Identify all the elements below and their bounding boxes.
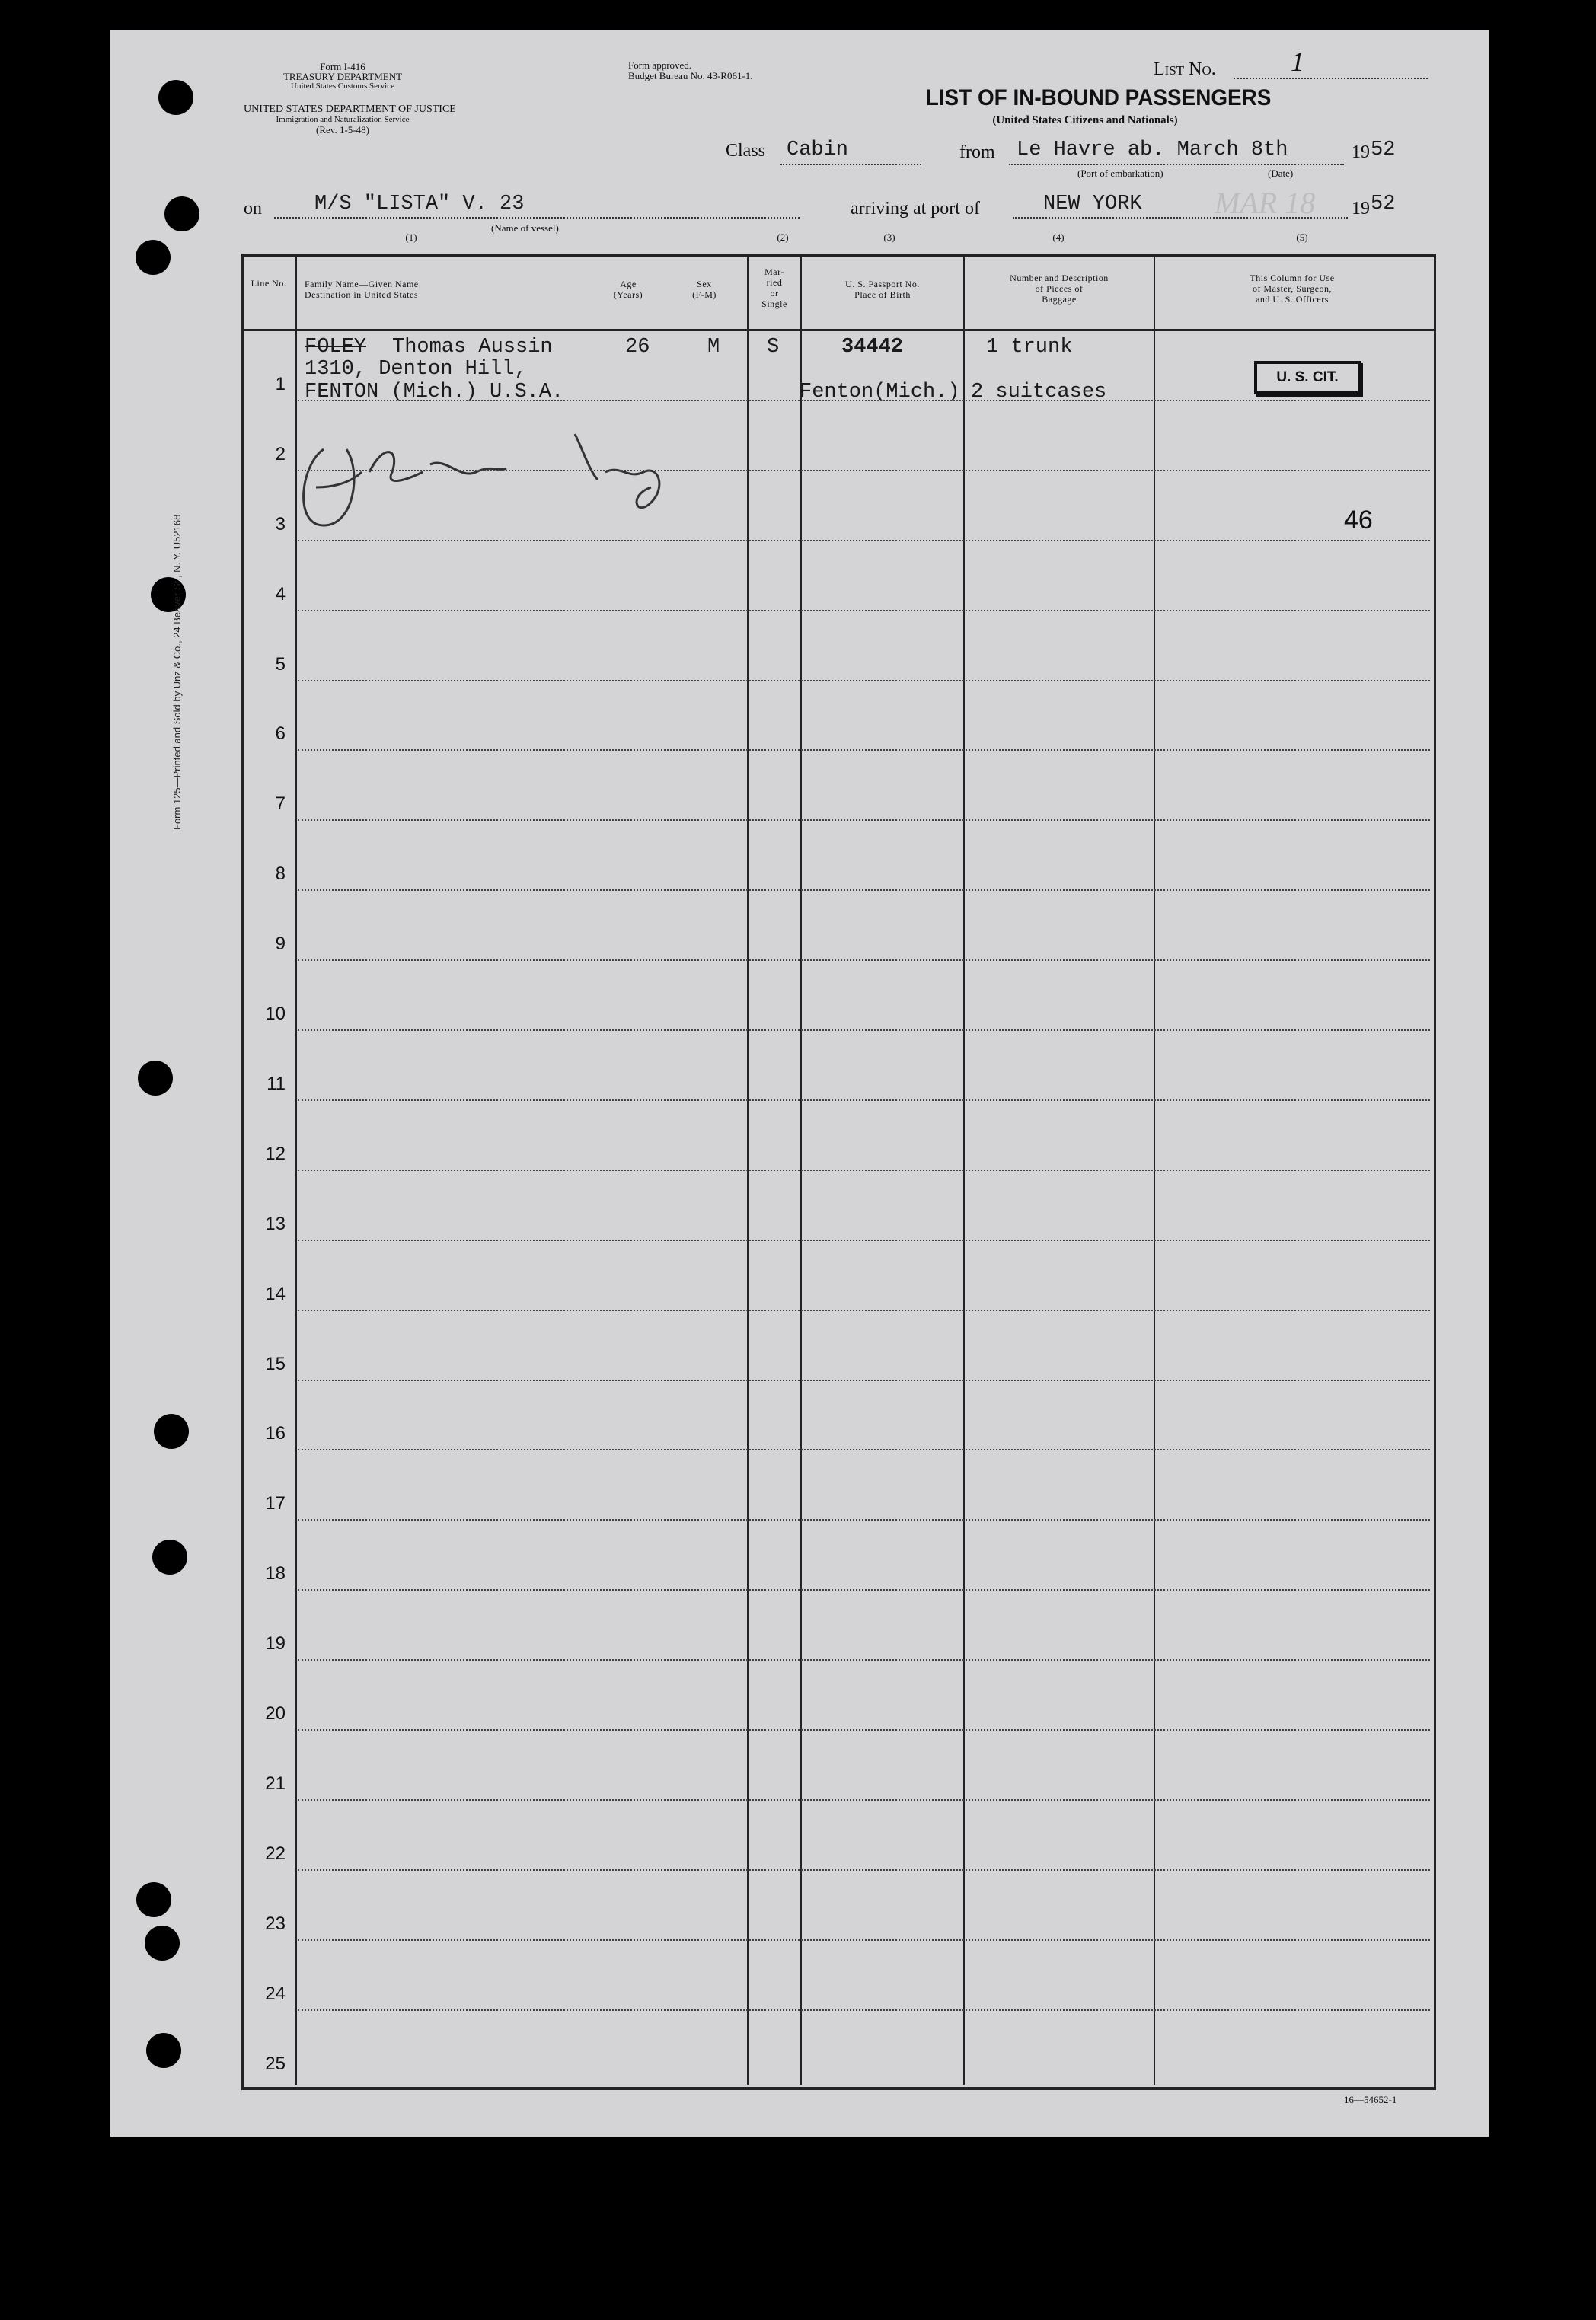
entry-given-name: Thomas Aussin — [392, 336, 553, 359]
header-age: Age (Years) — [613, 279, 643, 300]
line-number: 24 — [265, 1983, 286, 2004]
punch-hole — [136, 240, 171, 275]
row-dotted-line — [298, 2009, 1430, 2011]
entry-passport-no: 34442 — [841, 336, 904, 359]
line-number: 15 — [265, 1353, 286, 1374]
row-dotted-line — [298, 1380, 1430, 1381]
row-dotted-line — [298, 819, 1430, 821]
entry-baggage-2: 2 suitcases — [971, 381, 1107, 404]
line-number: 8 — [275, 863, 286, 885]
row-dotted-line — [298, 680, 1430, 681]
on-label: on — [244, 199, 262, 219]
from-value: Le Havre ab. March 8th — [1017, 139, 1288, 161]
year-prefix: 19 — [1352, 142, 1370, 162]
col-num-1: (1) — [405, 231, 417, 243]
row-dotted-line — [298, 540, 1430, 541]
vessel-caption: (Name of vessel) — [491, 222, 559, 234]
line-number: 25 — [265, 2053, 286, 2074]
punch-hole — [146, 2033, 181, 2068]
header-baggage: Number and Description of Pieces of Baggage — [1010, 273, 1109, 305]
row-dotted-line — [298, 959, 1430, 961]
line-number: 12 — [265, 1143, 286, 1164]
entry-married: S — [767, 336, 780, 359]
entry-address: 1310, Denton Hill, — [305, 358, 527, 381]
line-number: 23 — [265, 1913, 286, 1934]
class-value: Cabin — [787, 139, 849, 161]
punch-hole — [158, 80, 193, 115]
header-name: Family Name—Given Name Destination in United States — [305, 279, 419, 300]
row-dotted-line — [298, 1170, 1430, 1171]
header-passport: U. S. Passport No. Place of Birth — [845, 279, 920, 300]
line-number: 2 — [275, 443, 286, 464]
line-number: 13 — [265, 1213, 286, 1234]
customs-label: United States Customs Service — [291, 81, 394, 91]
row-dotted-line — [298, 1519, 1430, 1521]
port-value: NEW YORK — [1043, 193, 1142, 215]
line-number: 4 — [275, 583, 286, 605]
line-number: 17 — [265, 1493, 286, 1514]
line-number: 6 — [275, 723, 286, 745]
row-dotted-line — [298, 1099, 1430, 1101]
list-no-value: 1 — [1291, 46, 1304, 77]
entry-baggage-1: 1 trunk — [986, 336, 1073, 359]
line-number: 14 — [265, 1283, 286, 1304]
class-label: Class — [726, 141, 766, 161]
punch-hole — [154, 1414, 189, 1449]
rev-label: (Rev. 1-5-48) — [316, 124, 369, 136]
handwritten-signature — [270, 404, 742, 571]
list-no-line — [1234, 78, 1428, 79]
arriving-label: arriving at port of — [851, 199, 980, 219]
row-dotted-line — [298, 1659, 1430, 1661]
ins-label: Immigration and Naturalization Service — [276, 115, 410, 124]
header-sex: Sex (F-M) — [692, 279, 717, 300]
header-separator — [241, 329, 1436, 331]
arrival-date-stamp: MAR 18 — [1215, 186, 1316, 220]
line-number: 1 — [275, 373, 286, 394]
form-title: LIST OF IN-BOUND PASSENGERS — [925, 85, 1272, 110]
vessel-value: M/S "LISTA" V. 23 — [314, 193, 525, 215]
line-number: 9 — [275, 933, 286, 955]
number-note: 46 — [1344, 506, 1373, 535]
col-num-2: (2) — [777, 231, 789, 243]
punch-hole — [138, 1061, 173, 1096]
arrival-year-prefix: 19 — [1352, 199, 1370, 219]
form-approved: Form approved. — [628, 59, 692, 71]
header-married: Mar- ried or Single — [761, 266, 787, 309]
line-number: 11 — [267, 1073, 286, 1094]
header-line-no: Line No. — [251, 278, 287, 289]
treasury-label: TREASURY DEPARTMENT — [282, 71, 403, 82]
punch-hole — [152, 1540, 187, 1575]
arrival-year-value: 52 — [1371, 193, 1396, 215]
form-subtitle: (United States Citizens and Nationals) — [992, 114, 1178, 126]
row-dotted-line — [298, 400, 1430, 401]
header-officers: This Column for Use of Master, Surgeon, and U. S. Officers — [1250, 273, 1335, 305]
line-number: 5 — [275, 653, 286, 675]
citizen-stamp: U. S. CIT. — [1254, 361, 1361, 394]
line-number: 22 — [265, 1843, 286, 1864]
punch-hole — [136, 1882, 171, 1917]
row-dotted-line — [298, 1310, 1430, 1311]
line-number: 19 — [265, 1633, 286, 1655]
date-caption: (Date) — [1268, 168, 1294, 179]
line-number: 16 — [265, 1423, 286, 1444]
row-dotted-line — [298, 1449, 1430, 1450]
row-dotted-line — [298, 1729, 1430, 1731]
list-no-label: List No. — [1154, 59, 1216, 79]
print-code: 16—54652-1 — [1344, 2094, 1397, 2105]
line-number: 10 — [265, 1004, 286, 1024]
printer-side-text: Form 125—Printed and Sold by Unz & Co., 24 Beaver St., N. Y. U52168 — [171, 514, 183, 830]
col-num-4: (4) — [1052, 231, 1065, 243]
row-dotted-line — [298, 749, 1430, 751]
from-line — [1009, 164, 1344, 165]
vessel-line — [274, 217, 800, 219]
row-dotted-line — [298, 470, 1430, 471]
col-num-5: (5) — [1296, 231, 1308, 243]
form-page — [110, 30, 1489, 2137]
port-embark-caption: (Port of embarkation) — [1077, 168, 1163, 179]
from-label: from — [959, 142, 995, 162]
line-number: 3 — [275, 513, 286, 535]
row-dotted-line — [298, 1869, 1430, 1871]
line-number: 20 — [265, 1703, 286, 1724]
line-number: 7 — [275, 793, 286, 815]
budget-bureau: Budget Bureau No. 43-R061-1. — [628, 70, 753, 81]
entry-family-name: FOLEY — [305, 336, 367, 359]
row-dotted-line — [298, 1240, 1430, 1241]
entry-place-of-birth: Fenton(Mich.) — [800, 381, 960, 404]
line-number: 21 — [265, 1773, 286, 1794]
row-dotted-line — [298, 1589, 1430, 1591]
form-number: Form I-416 — [320, 61, 365, 72]
punch-hole — [145, 1926, 180, 1961]
class-line — [780, 164, 921, 165]
year-value: 52 — [1371, 139, 1396, 161]
entry-age: 26 — [625, 336, 650, 359]
entry-city: FENTON (Mich.) U.S.A. — [305, 381, 564, 404]
row-dotted-line — [298, 1799, 1430, 1801]
punch-hole — [164, 196, 200, 231]
row-dotted-line — [298, 1939, 1430, 1941]
col-num-3: (3) — [883, 231, 895, 243]
row-dotted-line — [298, 1029, 1430, 1031]
justice-label: UNITED STATES DEPARTMENT OF JUSTICE — [244, 104, 456, 115]
row-dotted-line — [298, 610, 1430, 611]
line-number: 18 — [265, 1563, 286, 1584]
row-dotted-line — [298, 889, 1430, 891]
entry-sex: M — [707, 336, 720, 359]
